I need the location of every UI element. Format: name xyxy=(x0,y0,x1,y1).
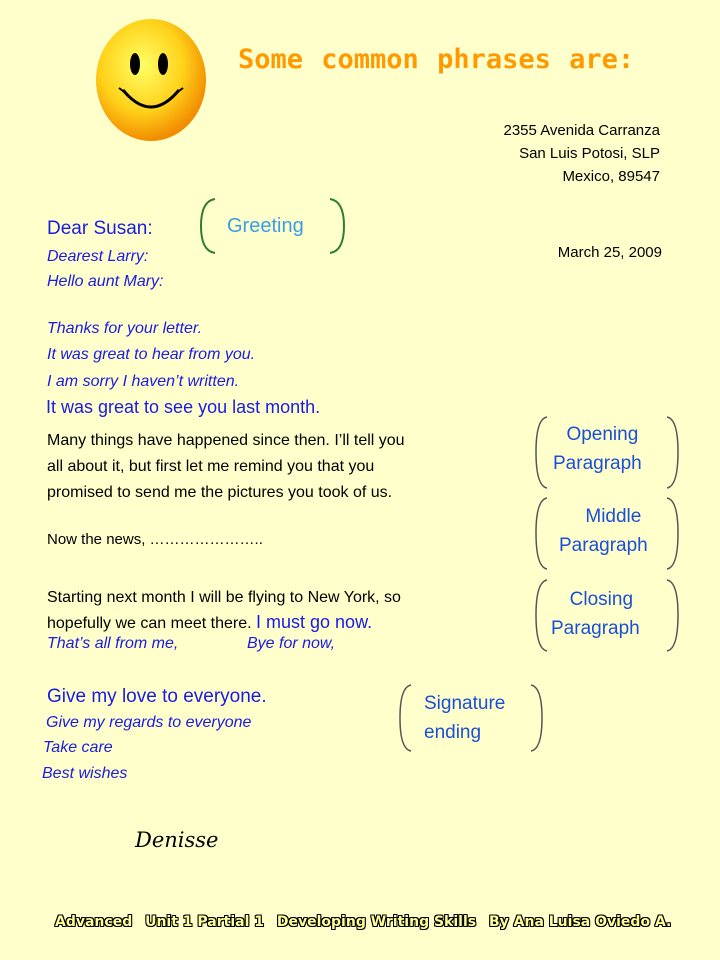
middle-label-2: Paragraph xyxy=(559,535,648,556)
letter-date: March 25, 2009 xyxy=(557,244,662,261)
opening-label-2: Paragraph xyxy=(553,453,642,474)
footer-part-4: By Ana Luisa Oviedo A. xyxy=(488,914,672,930)
opening-label xyxy=(553,420,642,478)
closing-line-2 xyxy=(47,612,372,633)
closing-line-1: Starting next month I will be flying to New York, so xyxy=(47,589,401,606)
address-line-3: Mexico, 89547 xyxy=(562,168,660,185)
greeting-label: Greeting xyxy=(227,215,304,237)
greeting-alt-2: Hello aunt Mary: xyxy=(47,273,164,290)
ending-primary: Give my love to everyone. xyxy=(47,686,267,707)
opening-phrase-3: I am sorry I haven’t written. xyxy=(47,373,240,390)
opening-phrase-1: Thanks for your letter. xyxy=(47,320,203,337)
ending-alt-2: Take care xyxy=(43,739,113,756)
closing-label-1: Closing xyxy=(569,589,634,610)
closing-line-2b: I must go now. xyxy=(256,612,373,632)
greeting-primary: Dear Susan: xyxy=(47,218,153,239)
bye-phrase: Bye for now, xyxy=(247,635,336,652)
middle-label-1: Middle xyxy=(585,506,642,527)
address-line-2: San Luis Potosi, SLP xyxy=(519,145,660,162)
body-line-1: Many things have happened since then. I’ll tell you xyxy=(47,432,405,449)
signature-label-1: Signature xyxy=(424,693,506,714)
footer-part-2: Unit 1 Partial 1 xyxy=(145,914,264,930)
closing-line-2a: hopefully we can meet there. xyxy=(47,615,252,632)
opening-phrase-2: It was great to hear from you. xyxy=(47,346,256,363)
footer-part-1: Advanced xyxy=(55,914,133,930)
opening-label-1: Opening xyxy=(566,424,639,445)
closing-label-2: Paragraph xyxy=(551,618,640,639)
footer xyxy=(55,914,679,930)
page-title: Some common phrases are: xyxy=(238,44,635,75)
smiley-face-icon xyxy=(95,18,207,142)
ending-alt-1: Give my regards to everyone xyxy=(46,714,252,731)
address-line-1: 2355 Avenida Carranza xyxy=(503,122,660,139)
footer-part-3: Developing Writing Skills xyxy=(276,914,477,930)
body-line-3: promised to send me the pictures you took of us. xyxy=(47,484,393,501)
signature-label-2: ending xyxy=(424,722,482,743)
thats-all-phrase: That’s all from me, xyxy=(47,635,179,652)
middle-label xyxy=(559,502,648,560)
signature-label xyxy=(424,689,505,747)
ending-alt-3: Best wishes xyxy=(42,765,128,782)
closing-label xyxy=(551,585,640,643)
news-line: Now the news, ………………….. xyxy=(47,531,263,548)
signature: Denisse xyxy=(135,828,219,852)
body-line-2: all about it, but first let me remind you that you xyxy=(47,458,375,475)
greeting-alt-1: Dearest Larry: xyxy=(47,248,149,265)
opening-phrase-4: It was great to see you last month. xyxy=(46,397,321,417)
